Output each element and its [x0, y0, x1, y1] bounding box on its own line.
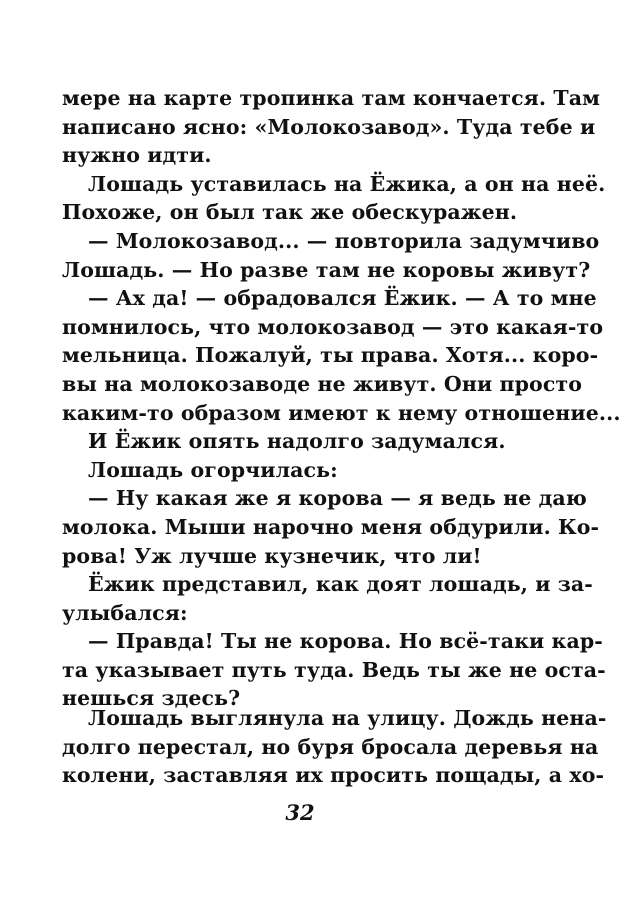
text-line: рова! Уж лучше кузнечик, что ли!: [62, 543, 482, 568]
text-line: Лошадь уставилась на Ёжика, а он на неё.: [88, 171, 606, 196]
text-line: каким-то образом имеют к нему отношение...: [62, 400, 621, 425]
text-line: Лошадь. — Но разве там не коровы живут?: [62, 257, 591, 282]
text-line: вы на молокозаводе не живут. Они просто: [62, 371, 582, 396]
text-line: мере на карте тропинка там кончается. Там: [62, 86, 601, 110]
text-line: написано ясно: «Молокозавод». Туда тебе и: [62, 114, 596, 139]
text-line: Лошадь огорчилась:: [88, 457, 338, 482]
paragraph-block-next: [62, 704, 607, 790]
text-line: молока. Мыши нарочно меня обдурили. Ко-: [62, 514, 600, 539]
page-number: 32: [285, 800, 315, 825]
text-line: мельница. Пожалуй, ты права. Хотя... коро-: [62, 343, 599, 368]
text-line: И Ёжик опять надолго задумался.: [88, 429, 506, 454]
text-line: долго перестал, но буря бросала деревья на: [62, 734, 599, 759]
text-line: — Ну какая же я корова — я ведь не даю: [88, 486, 587, 511]
text-line: нужно идти.: [62, 143, 212, 168]
text-line: улыбался:: [62, 600, 188, 625]
text-line: помнилось, что молокозавод — это какая-то: [62, 314, 604, 339]
text-line: колени, заставляя их просить пощады, а хо-: [62, 763, 605, 788]
text-line: — Ах да! — обрадовался Ёжик. — А то мне: [88, 286, 597, 311]
text-line: та указывает путь туда. Ведь ты же не оста-: [62, 657, 606, 682]
text-line: Ёжик представил, как доят лошадь, и за-: [88, 572, 593, 597]
text-line: нешься здесь?: [62, 686, 241, 711]
text-line: Лошадь выглянула на улицу. Дождь нена-: [88, 706, 607, 730]
text-line: Похоже, он был так же обескуражен.: [62, 200, 518, 225]
text-line: — Правда! Ты не корова. Но всё-таки кар-: [88, 629, 603, 654]
paragraph-block-main: [62, 84, 621, 713]
text-line: — Молокозавод... — повторила задумчиво: [88, 228, 600, 253]
